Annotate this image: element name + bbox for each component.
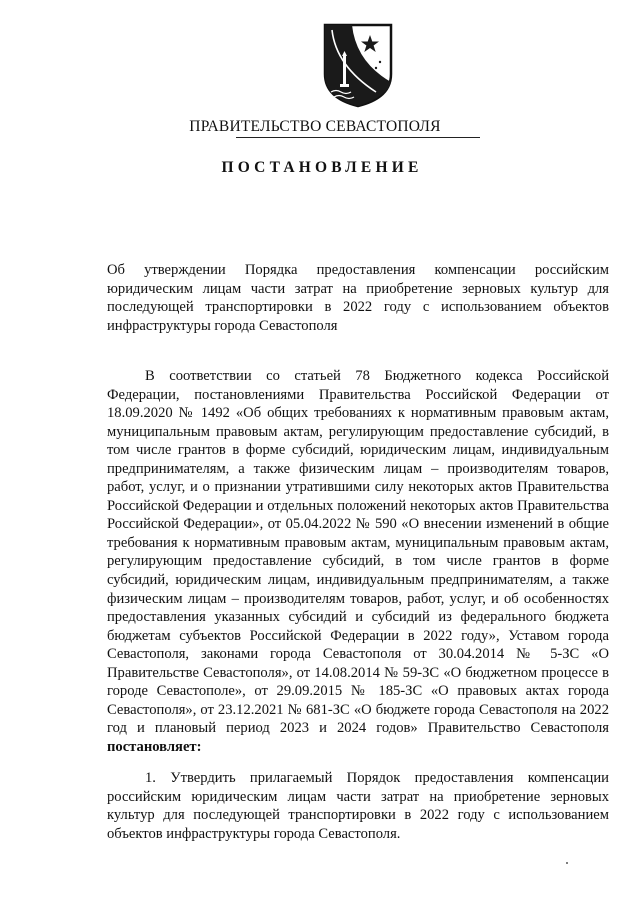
- item-1-paragraph: 1. Утвердить прилагаемый Порядок предоставления компенсации российским юридическим лицам части затрат на приобретение зерновых культур для последующей транспортировки в 2022 году с использованием объектов инфраструктуры города Севастополя.: [107, 770, 609, 842]
- sevastopol-coat-of-arms-icon: [322, 22, 394, 108]
- decree-subject: Об утверждении Порядка предоставления компенсации российским юридическим лицам части затрат на приобретение зерновых культур для последующей транспортировки в 2022 году с использованием объектов инфраструктуры города Севастополя: [107, 262, 609, 334]
- scan-speck: [566, 862, 568, 864]
- preamble-text: В соответствии со статьей 78 Бюджетного кодекса Российской Федерации, постановлениями Правительства Российской Федерации от 18.09.2020 № 1492 «Об общих требованиях к нормативным правовым актам, муниципальным правовым актам, регулирующим предоставление субсидий, в том числе грантов в форме субсидий, юридическим лицам, индивидуальным предпринимателям, а также физическим лицам – производителям товаров, работ, услуг, и о признании утратившими силу некоторых актов Правительства Российской Федерации и отдельных положений некоторых актов Правительства Российской Федерации», от 05.04.2022 № 590 «О внесении изменений в общие требования к нормативным правовым актам, муниципальным правовым актам, регулирующим предоставление субсидий, в том числе грантов в форме субсидий, юридическим лицам, индивидуальным предпринимателям, а также физическим лицам – производителям товаров, работ, услуг, и об особенностях предоставления указанных субсидий и субсидий из федерального бюджета бюджетам субъектов Российской Федерации в 2022 году», Уставом города Севастополя, законами города Севастополя от 30.04.2014 № 5-ЗС «О Правительстве Севастополя», от 14.08.2014 № 59-ЗС «О бюджетном процессе в городе Севастополе», от 29.09.2015 № 185-ЗС «О правовых актах города Севастополя», от 23.12.2021 № 681-ЗС «О бюджете города Севастополя на 2022 год и плановый период 2023 и 2024 годов» Правительство Севастополя: [107, 368, 609, 737]
- resolves-word: постановляет:: [107, 738, 202, 755]
- decree-title: ПОСТАНОВЛЕНИЕ: [221, 159, 423, 176]
- government-name: ПРАВИТЕЛЬСТВО СЕВАСТОПОЛЯ: [189, 118, 441, 135]
- preamble-paragraph: [107, 367, 609, 756]
- government-underline: [236, 137, 480, 138]
